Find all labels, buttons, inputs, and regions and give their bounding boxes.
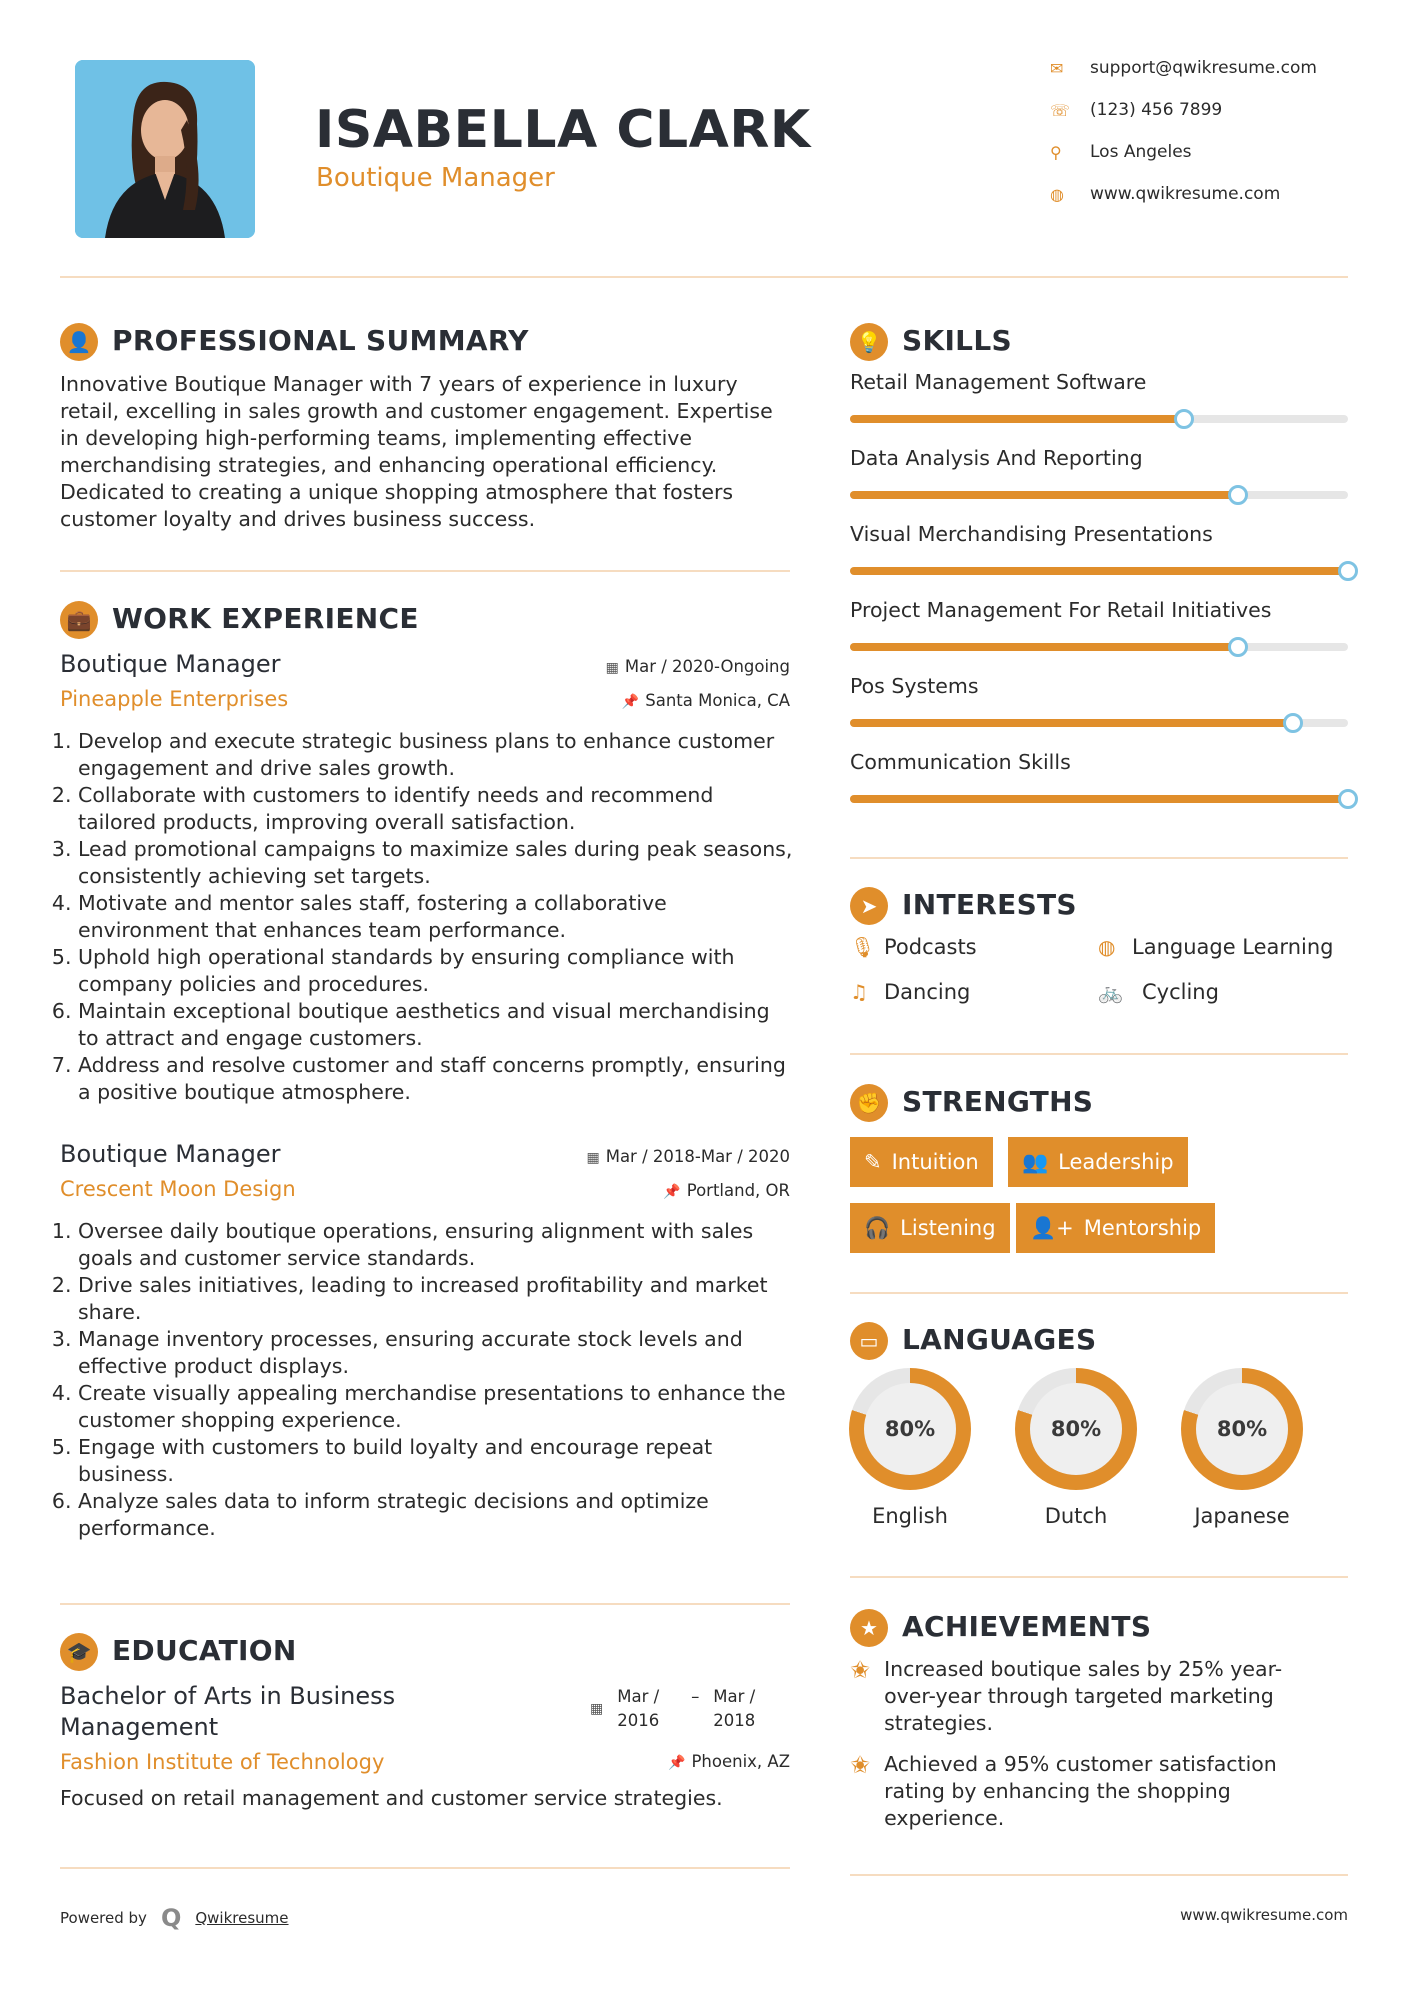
phone-icon: ☏	[1050, 100, 1071, 120]
achievement-item	[850, 1751, 1320, 1832]
skill-label: Data Analysis And Reporting	[850, 446, 1143, 470]
candidate-name: ISABELLA CLARK	[315, 100, 811, 160]
powered-by-label: Powered by	[60, 1909, 147, 1927]
list-item: 1. Oversee daily boutique operations, ensuring alignment with sales goals and customer service standards.	[78, 1218, 795, 1272]
education-heading: EDUCATION	[112, 1634, 297, 1667]
skill-level-knob	[1174, 409, 1194, 429]
globe-icon: ◍	[1050, 184, 1064, 204]
job-2-date	[470, 1147, 790, 1166]
skills-heading: SKILLS	[902, 324, 1012, 357]
interest-item-cycling	[1098, 980, 1219, 1004]
contact-location	[1050, 142, 1370, 162]
education-dates	[590, 1685, 773, 1733]
strength-chip-mentorship	[1016, 1203, 1215, 1253]
job-2-location	[470, 1181, 790, 1200]
list-item: 4. Motivate and mentor sales staff, fostering a collaborative environment that enhances team performance.	[78, 890, 795, 944]
language-name: Japanese	[1194, 1504, 1290, 1528]
job-2-company: Crescent Moon Design	[60, 1177, 296, 1201]
qwikresume-logo-icon: Q	[160, 1904, 182, 1932]
language-item-english	[830, 1368, 990, 1528]
list-item: 5. Engage with customers to build loyalty and encourage repeat business.	[78, 1434, 795, 1488]
list-item: 1. Develop and execute strategic business plans to enhance customer engagement and drive sales growth.	[78, 728, 795, 782]
list-item: 2. Drive sales initiatives, leading to increased profitability and market share.	[78, 1272, 795, 1326]
job-2-date-text: Mar / 2018-Mar / 2020	[605, 1147, 790, 1166]
contact-website[interactable]	[1050, 184, 1370, 204]
contact-email-text: support@qwikresume.com	[1090, 58, 1317, 78]
skill-level-knob	[1283, 713, 1303, 733]
education-location-text: Phoenix, AZ	[691, 1752, 790, 1771]
calendar-icon: ▦	[605, 660, 619, 676]
education-description: Focused on retail management and customer service strategies.	[60, 1786, 723, 1810]
summary-heading: PROFESSIONAL SUMMARY	[112, 324, 529, 357]
graduation-cap-icon: 🎓	[60, 1633, 98, 1671]
interests-divider	[850, 1053, 1348, 1055]
achievement-text: Achieved a 95% customer satisfaction rating by enhancing the shopping experience.	[884, 1752, 1277, 1830]
education-location	[470, 1752, 790, 1771]
strength-label: Intuition	[891, 1150, 979, 1174]
achievement-text: Increased boutique sales by 25% year-over-year through targeted marketing strategies.	[884, 1657, 1283, 1735]
star-icon: ✬	[850, 1656, 871, 1684]
language-name: Dutch	[1044, 1504, 1108, 1528]
strength-label: Listening	[900, 1216, 996, 1240]
headphones-icon: 🎧	[864, 1215, 891, 1240]
skill-label: Retail Management Software	[850, 370, 1147, 394]
star-badge-icon: ★	[850, 1609, 888, 1647]
contact-website-text: www.qwikresume.com	[1090, 184, 1281, 204]
skill-level-knob	[1338, 789, 1358, 809]
work-divider	[60, 1603, 790, 1605]
footer-url[interactable]: www.qwikresume.com	[1180, 1906, 1348, 1924]
user-icon: 👤	[60, 323, 98, 361]
magic-wand-icon: ✎	[864, 1150, 882, 1174]
summary-divider	[60, 570, 790, 572]
interest-item-dancing	[850, 980, 970, 1004]
skill-level-knob	[1338, 561, 1358, 581]
language-card-icon: ▭	[850, 1322, 888, 1360]
interest-item-language-learning	[1098, 935, 1333, 959]
globe-icon: ◍	[1098, 935, 1116, 959]
languages-divider	[850, 1576, 1348, 1578]
education-date-start: Mar / 2016	[617, 1687, 660, 1730]
job-2-responsibilities	[60, 1218, 795, 1542]
pushpin-icon: 📌	[621, 694, 640, 710]
language-item-japanese	[1162, 1368, 1322, 1528]
list-item: 7. Address and resolve customer and staff concerns promptly, ensuring a positive boutique atmosphere.	[78, 1052, 795, 1106]
strengths-divider	[850, 1292, 1348, 1294]
lightbulb-icon: 💡	[850, 323, 888, 361]
skills-divider	[850, 857, 1348, 859]
strength-chip-intuition	[850, 1137, 993, 1187]
job-1-company: Pineapple Enterprises	[60, 687, 289, 711]
footer-powered-by	[60, 1904, 289, 1932]
pushpin-icon: 📌	[663, 1184, 681, 1200]
skill-bar-fill	[850, 719, 1293, 727]
interest-label: Dancing	[884, 980, 971, 1004]
job-1-date-text: Mar / 2020-Ongoing	[624, 657, 790, 676]
candidate-role: Boutique Manager	[316, 163, 555, 193]
interest-label: Cycling	[1142, 980, 1219, 1004]
brand-link[interactable]: Qwikresume	[195, 1909, 289, 1927]
interest-label: Language Learning	[1132, 935, 1334, 959]
contact-location-text: Los Angeles	[1090, 142, 1192, 162]
list-item: 4. Create visually appealing merchandise presentations to enhance the customer shopping experience.	[78, 1380, 795, 1434]
skill-bar	[850, 567, 1348, 575]
strength-label: Leadership	[1058, 1150, 1174, 1174]
language-name: English	[872, 1504, 948, 1528]
skill-label: Project Management For Retail Initiatives	[850, 598, 1272, 622]
job-1-date	[470, 657, 790, 676]
achievements-divider	[850, 1874, 1348, 1876]
bicycle-icon: 🚲	[1098, 980, 1123, 1004]
skill-level-knob	[1228, 485, 1248, 505]
education-date-end: Mar / 2018	[713, 1687, 756, 1730]
skill-bar-fill	[850, 567, 1348, 575]
interest-item-podcasts	[850, 935, 977, 959]
languages-heading: LANGUAGES	[902, 1323, 1097, 1356]
achievement-item	[850, 1656, 1320, 1737]
profile-photo	[75, 60, 255, 238]
music-note-icon: ♫	[850, 980, 868, 1004]
skill-bar-fill	[850, 415, 1184, 423]
user-plus-icon: 👤+	[1030, 1215, 1074, 1240]
list-item: 5. Uphold high operational standards by ensuring compliance with company policies and procedures.	[78, 944, 795, 998]
education-degree: Bachelor of Arts in Business Management	[60, 1682, 396, 1741]
list-item: 6. Analyze sales data to inform strategic decisions and optimize performance.	[78, 1488, 795, 1542]
language-item-dutch	[996, 1368, 1156, 1528]
skill-bar	[850, 491, 1348, 499]
paper-plane-icon: ➤	[850, 887, 888, 925]
job-1-responsibilities	[60, 728, 795, 1106]
list-item: 2. Collaborate with customers to identify needs and recommend tailored products, improving overall satisfaction.	[78, 782, 795, 836]
briefcase-icon: 💼	[60, 601, 98, 639]
skill-bar-fill	[850, 795, 1348, 803]
skill-bar	[850, 795, 1348, 803]
language-percent: 80%	[1030, 1383, 1122, 1475]
skill-level-knob	[1228, 637, 1248, 657]
list-item: 6. Maintain exceptional boutique aesthetics and visual merchandising to attract and engage customers.	[78, 998, 795, 1052]
contact-email[interactable]	[1050, 58, 1370, 78]
strength-chip-leadership	[1008, 1137, 1188, 1187]
header-divider	[60, 276, 1348, 278]
education-divider	[60, 1867, 790, 1869]
star-icon: ✬	[850, 1751, 871, 1779]
skill-bar	[850, 643, 1348, 651]
job-2-location-text: Portland, OR	[686, 1181, 790, 1200]
calendar-icon: ▦	[590, 1701, 604, 1717]
skill-bar-fill	[850, 491, 1238, 499]
strengths-heading: STRENGTHS	[902, 1085, 1094, 1118]
fist-icon: ✊	[850, 1084, 888, 1122]
language-ring	[1181, 1368, 1303, 1490]
job-1-title: Boutique Manager	[60, 650, 281, 678]
skill-bar-fill	[850, 643, 1238, 651]
list-item: 3. Manage inventory processes, ensuring accurate stock levels and effective product displays.	[78, 1326, 795, 1380]
interest-label: Podcasts	[884, 935, 977, 959]
skill-label: Communication Skills	[850, 750, 1071, 774]
interests-heading: INTERESTS	[902, 888, 1077, 921]
language-percent: 80%	[1196, 1383, 1288, 1475]
achievements-heading: ACHIEVEMENTS	[902, 1610, 1152, 1643]
contact-phone-text: (123) 456 7899	[1090, 100, 1223, 120]
group-icon: 👥	[1022, 1149, 1049, 1174]
skill-label: Pos Systems	[850, 674, 979, 698]
language-percent: 80%	[864, 1383, 956, 1475]
skill-label: Visual Merchandising Presentations	[850, 522, 1213, 546]
language-ring	[1015, 1368, 1137, 1490]
job-2-title: Boutique Manager	[60, 1140, 281, 1168]
job-1-location	[470, 691, 790, 710]
job-1-location-text: Santa Monica, CA	[645, 691, 790, 710]
list-item: 3. Lead promotional campaigns to maximize sales during peak seasons, consistently achieving set targets.	[78, 836, 795, 890]
email-icon: ✉	[1050, 58, 1064, 78]
pushpin-icon: 📌	[668, 1755, 686, 1771]
work-heading: WORK EXPERIENCE	[112, 602, 419, 635]
location-pin-icon: ⚲	[1050, 142, 1062, 162]
skill-bar	[850, 415, 1348, 423]
strength-label: Mentorship	[1083, 1216, 1202, 1240]
contact-phone[interactable]	[1050, 100, 1370, 120]
skill-bar	[850, 719, 1348, 727]
calendar-icon: ▦	[586, 1150, 600, 1166]
microphone-icon: 🎙	[850, 935, 876, 959]
strength-chip-listening	[850, 1203, 1010, 1253]
date-separator: –	[691, 1687, 700, 1706]
language-ring	[849, 1368, 971, 1490]
summary-text: Innovative Boutique Manager with 7 years of experience in luxury retail, excelling in sales growth and customer engagement. Expertise in developing high-performing teams, implementing effective merchandising strategies, and enhancing operational efficiency. Dedicated to creating a unique shopping atmosphere that fosters customer loyalty and drives business success.	[60, 372, 773, 531]
education-school: Fashion Institute of Technology	[60, 1750, 385, 1774]
